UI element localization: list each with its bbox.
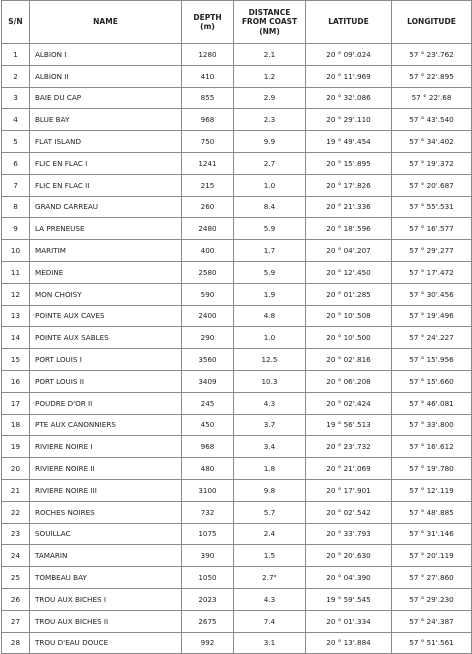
cell-distance: 9.8 <box>234 479 306 501</box>
cell-latitude: 20 ° 15'.895 <box>306 152 392 174</box>
cell-distance: 2.7 <box>234 152 306 174</box>
header-row <box>2 1 472 44</box>
cell-name: POINTE AUX SABLES <box>30 327 182 349</box>
header-name: NAME <box>30 1 182 44</box>
cell-latitude: 20 ° 06'.208 <box>306 370 392 392</box>
cell-name: FLAT ISLAND <box>30 131 182 153</box>
cell-latitude: 20 ° 01'.285 <box>306 283 392 305</box>
cell-distance: 2.3 <box>234 109 306 131</box>
table-row <box>2 436 472 458</box>
table-row <box>2 327 472 349</box>
table-row <box>2 240 472 262</box>
cell-longitude: 57 ° 31'.146 <box>392 523 472 545</box>
cell-distance: 9.9 <box>234 131 306 153</box>
cell-depth: 968 <box>182 109 234 131</box>
table-row <box>2 588 472 610</box>
cell-depth: 3409 <box>182 370 234 392</box>
table-row <box>2 610 472 632</box>
cell-longitude: 57 ° 33'.800 <box>392 414 472 436</box>
cell-depth: 2675 <box>182 610 234 632</box>
cell-depth: 245 <box>182 392 234 414</box>
cell-distance: 1.8 <box>234 458 306 480</box>
cell-sn: 18 <box>2 414 30 436</box>
cell-name: PTE AUX CANONNIERS <box>30 414 182 436</box>
cell-depth: 2480 <box>182 218 234 240</box>
table-row <box>2 196 472 218</box>
table-row <box>2 567 472 589</box>
cell-depth: 750 <box>182 131 234 153</box>
cell-depth: 2023 <box>182 588 234 610</box>
cell-longitude: 57 ° 29'.230 <box>392 588 472 610</box>
cell-depth: 2580 <box>182 261 234 283</box>
table-header <box>2 1 472 44</box>
cell-name: ALBION II <box>30 65 182 87</box>
table-row <box>2 414 472 436</box>
table-row <box>2 131 472 153</box>
table-row <box>2 523 472 545</box>
cell-distance: 12.5 <box>234 349 306 371</box>
cell-name: POINTE AUX CAVES <box>30 305 182 327</box>
table-row <box>2 501 472 523</box>
table-body <box>2 44 472 654</box>
cell-distance: 1.5 <box>234 545 306 567</box>
cell-sn: 5 <box>2 131 30 153</box>
cell-sn: 25 <box>2 567 30 589</box>
cell-depth: 732 <box>182 501 234 523</box>
cell-latitude: 20 ° 02'.542 <box>306 501 392 523</box>
cell-longitude: 57 ° 23'.762 <box>392 44 472 66</box>
cell-depth: 260 <box>182 196 234 218</box>
table-row <box>2 174 472 196</box>
cell-distance: 3.1 <box>234 632 306 654</box>
cell-name: PORT LOUIS I <box>30 349 182 371</box>
cell-longitude: 57 ° 34'.402 <box>392 131 472 153</box>
cell-latitude: 20 ° 02'.424 <box>306 392 392 414</box>
table-row <box>2 392 472 414</box>
cell-distance: 2.1 <box>234 44 306 66</box>
cell-sn: 23 <box>2 523 30 545</box>
cell-depth: 410 <box>182 65 234 87</box>
cell-sn: 15 <box>2 349 30 371</box>
cell-longitude: 57 ° 22'.895 <box>392 65 472 87</box>
cell-distance: 8.4 <box>234 196 306 218</box>
cell-latitude: 20 ° 04'.207 <box>306 240 392 262</box>
cell-depth: 590 <box>182 283 234 305</box>
table-row <box>2 545 472 567</box>
cell-sn: 8 <box>2 196 30 218</box>
cell-sn: 14 <box>2 327 30 349</box>
table-row <box>2 349 472 371</box>
cell-sn: 21 <box>2 479 30 501</box>
cell-distance: 7.4 <box>234 610 306 632</box>
cell-depth: 215 <box>182 174 234 196</box>
cell-name: GRAND CARREAU <box>30 196 182 218</box>
cell-distance: 5.7 <box>234 501 306 523</box>
cell-latitude: 20 ° 29'.110 <box>306 109 392 131</box>
cell-sn: 27 <box>2 610 30 632</box>
cell-sn: 20 <box>2 458 30 480</box>
cell-longitude: 57 ° 22'.68 <box>392 87 472 109</box>
cell-latitude: 20 ° 18'.596 <box>306 218 392 240</box>
cell-name: TAMARIN <box>30 545 182 567</box>
cell-distance: 2.9 <box>234 87 306 109</box>
cell-sn: 10 <box>2 240 30 262</box>
header-depth: DEPTH (m) <box>182 1 234 44</box>
table-row <box>2 370 472 392</box>
cell-latitude: 20 ° 20'.630 <box>306 545 392 567</box>
cell-name: FLIC EN FLAC I <box>30 152 182 174</box>
cell-longitude: 57 ° 48'.885 <box>392 501 472 523</box>
cell-depth: 1050 <box>182 567 234 589</box>
cell-longitude: 57 ° 12'.119 <box>392 479 472 501</box>
cell-sn: 28 <box>2 632 30 654</box>
cell-depth: 390 <box>182 545 234 567</box>
table-row <box>2 65 472 87</box>
cell-distance: 4.3 <box>234 392 306 414</box>
cell-name: MARITIM <box>30 240 182 262</box>
cell-latitude: 20 ° 21'.336 <box>306 196 392 218</box>
cell-name: LA PRENEUSE <box>30 218 182 240</box>
cell-longitude: 57 ° 43'.540 <box>392 109 472 131</box>
cell-sn: 17 <box>2 392 30 414</box>
cell-sn: 9 <box>2 218 30 240</box>
cell-name: BLUE BAY <box>30 109 182 131</box>
cell-longitude: 57 ° 15'.956 <box>392 349 472 371</box>
cell-longitude: 57 ° 17'.472 <box>392 261 472 283</box>
cell-longitude: 57 ° 20'.119 <box>392 545 472 567</box>
cell-sn: 11 <box>2 261 30 283</box>
header-latitude: LATITUDE <box>306 1 392 44</box>
buoy-locations-table <box>1 0 472 654</box>
cell-sn: 6 <box>2 152 30 174</box>
cell-depth: 450 <box>182 414 234 436</box>
cell-latitude: 20 ° 21'.069 <box>306 458 392 480</box>
cell-latitude: 20 ° 10'.508 <box>306 305 392 327</box>
cell-longitude: 57 ° 19'.496 <box>392 305 472 327</box>
cell-latitude: 20 ° 09'.024 <box>306 44 392 66</box>
cell-latitude: 20 ° 01'.334 <box>306 610 392 632</box>
table-row <box>2 283 472 305</box>
cell-longitude: 57 ° 20'.687 <box>392 174 472 196</box>
cell-distance: 1.7 <box>234 240 306 262</box>
cell-name: BAIE DU CAP <box>30 87 182 109</box>
cell-latitude: 19 ° 56'.513 <box>306 414 392 436</box>
cell-distance: 1.2 <box>234 65 306 87</box>
cell-sn: 26 <box>2 588 30 610</box>
cell-longitude: 57 ° 19'.780 <box>392 458 472 480</box>
cell-distance: 5.9 <box>234 218 306 240</box>
cell-depth: 855 <box>182 87 234 109</box>
cell-name: ROCHES NOIRES <box>30 501 182 523</box>
cell-distance: 3.4 <box>234 436 306 458</box>
cell-name: TROU AUX BICHES I <box>30 588 182 610</box>
cell-longitude: 57 ° 19'.372 <box>392 152 472 174</box>
cell-sn: 13 <box>2 305 30 327</box>
cell-depth: 968 <box>182 436 234 458</box>
cell-longitude: 57 ° 51'.561 <box>392 632 472 654</box>
cell-sn: 4 <box>2 109 30 131</box>
cell-depth: 2400 <box>182 305 234 327</box>
table-row <box>2 632 472 654</box>
cell-distance: 2.4 <box>234 523 306 545</box>
cell-depth: 1241 <box>182 152 234 174</box>
cell-sn: 3 <box>2 87 30 109</box>
cell-sn: 16 <box>2 370 30 392</box>
cell-latitude: 20 ° 17'.901 <box>306 479 392 501</box>
cell-depth: 1280 <box>182 44 234 66</box>
cell-distance: 1.0 <box>234 174 306 196</box>
cell-sn: 24 <box>2 545 30 567</box>
cell-name: MON CHOISY <box>30 283 182 305</box>
cell-distance: 4.8 <box>234 305 306 327</box>
cell-latitude: 20 ° 33'.793 <box>306 523 392 545</box>
cell-longitude: 57 ° 27'.860 <box>392 567 472 589</box>
cell-depth: 400 <box>182 240 234 262</box>
header-longitude: LONGITUDE <box>392 1 472 44</box>
cell-name: MEDINE <box>30 261 182 283</box>
cell-longitude: 57 ° 16'.612 <box>392 436 472 458</box>
cell-latitude: 20 ° 13'.884 <box>306 632 392 654</box>
cell-latitude: 20 ° 04'.390 <box>306 567 392 589</box>
cell-depth: 3560 <box>182 349 234 371</box>
cell-distance: 4.3 <box>234 588 306 610</box>
cell-name: TROU D'EAU DOUCE <box>30 632 182 654</box>
cell-name: RIVIERE NOIRE II <box>30 458 182 480</box>
cell-longitude: 57 ° 24'.387 <box>392 610 472 632</box>
table-row <box>2 87 472 109</box>
cell-distance: 2.7" <box>234 567 306 589</box>
cell-sn: 2 <box>2 65 30 87</box>
table-row <box>2 44 472 66</box>
cell-latitude: 19 ° 59'.545 <box>306 588 392 610</box>
cell-name: RIVIERE NOIRE I <box>30 436 182 458</box>
cell-name: FLIC EN FLAC II <box>30 174 182 196</box>
table-row <box>2 305 472 327</box>
cell-longitude: 57 ° 24'.227 <box>392 327 472 349</box>
cell-distance: 3.7 <box>234 414 306 436</box>
table-row <box>2 479 472 501</box>
cell-distance: 1.0 <box>234 327 306 349</box>
cell-depth: 480 <box>182 458 234 480</box>
cell-longitude: 57 ° 55'.531 <box>392 196 472 218</box>
cell-latitude: 19 ° 49'.454 <box>306 131 392 153</box>
cell-sn: 19 <box>2 436 30 458</box>
cell-longitude: 57 ° 16'.577 <box>392 218 472 240</box>
cell-depth: 290 <box>182 327 234 349</box>
cell-sn: 1 <box>2 44 30 66</box>
cell-sn: 22 <box>2 501 30 523</box>
cell-depth: 3100 <box>182 479 234 501</box>
cell-latitude: 20 ° 32'.086 <box>306 87 392 109</box>
cell-name: TOMBEAU BAY <box>30 567 182 589</box>
cell-latitude: 20 ° 02'.816 <box>306 349 392 371</box>
cell-longitude: 57 ° 15'.660 <box>392 370 472 392</box>
cell-sn: 12 <box>2 283 30 305</box>
cell-sn: 7 <box>2 174 30 196</box>
cell-depth: 1075 <box>182 523 234 545</box>
cell-latitude: 20 ° 12'.450 <box>306 261 392 283</box>
cell-distance: 10.3 <box>234 370 306 392</box>
table-row <box>2 152 472 174</box>
cell-latitude: 20 ° 23'.732 <box>306 436 392 458</box>
cell-name: SOUILLAC <box>30 523 182 545</box>
cell-longitude: 57 ° 46'.081 <box>392 392 472 414</box>
table-row <box>2 109 472 131</box>
cell-name: ALBION I <box>30 44 182 66</box>
cell-latitude: 20 ° 17'.826 <box>306 174 392 196</box>
cell-depth: 992 <box>182 632 234 654</box>
cell-longitude: 57 ° 30'.456 <box>392 283 472 305</box>
header-distance: DISTANCE FROM COAST (NM) <box>234 1 306 44</box>
cell-name: POUDRE D'OR II <box>30 392 182 414</box>
cell-distance: 5.9 <box>234 261 306 283</box>
table-row <box>2 218 472 240</box>
cell-latitude: 20 ° 10'.500 <box>306 327 392 349</box>
table-row <box>2 261 472 283</box>
cell-name: RIVIERE NOIRE III <box>30 479 182 501</box>
cell-longitude: 57 ° 29'.277 <box>392 240 472 262</box>
cell-name: PORT LOUIS II <box>30 370 182 392</box>
cell-name: TROU AUX BICHES II <box>30 610 182 632</box>
table-row <box>2 458 472 480</box>
cell-distance: 1.9 <box>234 283 306 305</box>
cell-latitude: 20 ° 11'.969 <box>306 65 392 87</box>
header-sn: S/N <box>2 1 30 44</box>
